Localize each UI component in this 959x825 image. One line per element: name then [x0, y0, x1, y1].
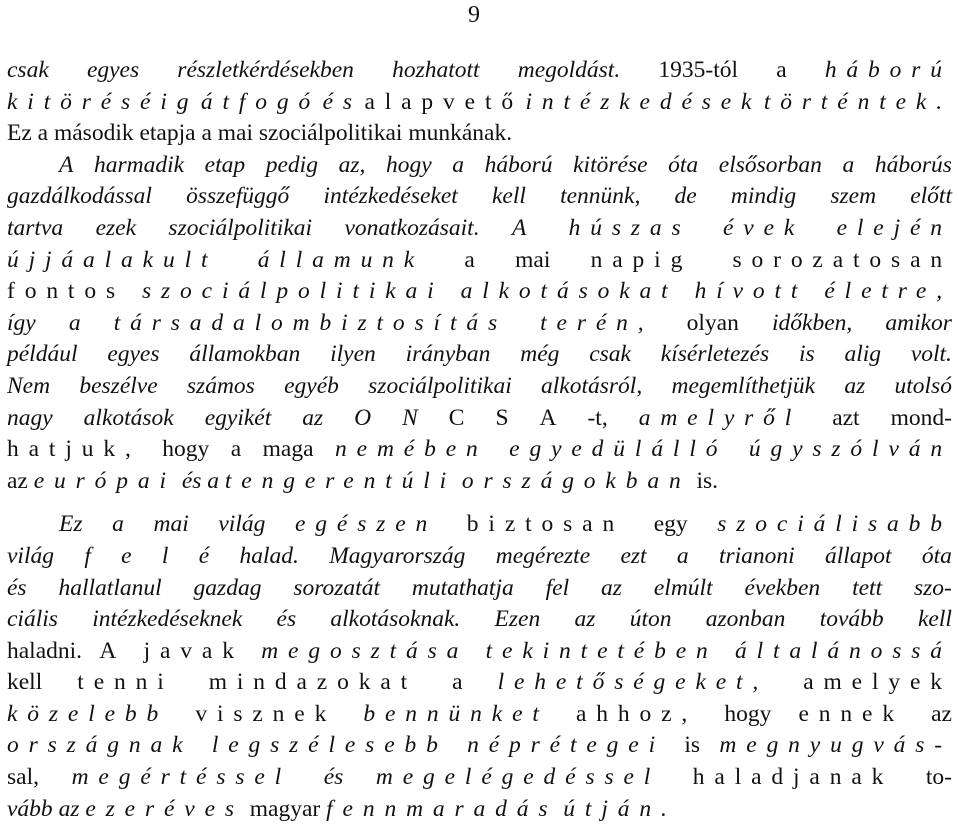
word: európai [33, 467, 176, 494]
word: mai [515, 246, 551, 273]
text-line [7, 667, 952, 699]
text-line [7, 636, 952, 668]
word: ilyen [330, 341, 376, 368]
word: 1935-tól [658, 57, 739, 83]
text-line [7, 509, 952, 541]
word: szo- [914, 574, 952, 601]
text-line [7, 541, 952, 573]
word: ezeréves [85, 795, 244, 822]
text-line [7, 730, 952, 762]
text-line [7, 118, 952, 150]
word: a [452, 669, 463, 696]
word: a [464, 246, 475, 273]
word: tenni [77, 669, 174, 696]
word: országnak [7, 732, 193, 759]
word: a [230, 436, 242, 463]
word: to- [925, 764, 952, 791]
word: kitörése [573, 151, 648, 178]
word: etap [204, 151, 246, 178]
word: az [844, 372, 866, 399]
word: a [112, 511, 124, 538]
word: kell [7, 669, 43, 696]
word: trianoni [718, 542, 795, 569]
word: tett [852, 574, 883, 601]
word: úgyszólván [748, 436, 952, 463]
word: mutathatja [411, 574, 514, 601]
page-number: 9 [468, 2, 480, 28]
word: hatjuk, [7, 436, 141, 463]
text-line [7, 339, 952, 371]
word: e [121, 542, 132, 569]
word: általánossá [734, 637, 952, 664]
body-text [7, 55, 952, 825]
word: mai [153, 511, 189, 538]
word: évek [722, 214, 805, 241]
text-line [7, 573, 952, 605]
word: szociálisabb [717, 511, 952, 538]
word: javak [143, 637, 244, 664]
word: amelyek [803, 669, 952, 696]
word: kell [917, 606, 952, 633]
word: haladni. [7, 637, 83, 664]
word: hozhatott [392, 57, 480, 83]
word: alig [844, 341, 881, 368]
word: egészen [295, 511, 438, 538]
word: azt [832, 404, 860, 431]
word: bennünket [363, 700, 549, 727]
word: és [276, 606, 297, 633]
word: csak [7, 57, 49, 83]
word: az [7, 467, 28, 494]
word: útján. [563, 795, 677, 822]
word: ahhoz, [575, 700, 698, 727]
word: megérezte [495, 542, 591, 569]
word: tekintetében [485, 637, 718, 664]
word: előtt [910, 183, 952, 210]
word: kell [492, 183, 526, 210]
word: Ez a második etapja a mai szociálpolitikai munkának. [7, 120, 513, 147]
word: az [574, 606, 596, 633]
word: A [512, 214, 537, 241]
word: államunk [257, 246, 425, 273]
word: egyedülálló [509, 436, 728, 463]
text-line [7, 403, 952, 435]
word: csak [589, 341, 631, 368]
text-line [7, 762, 952, 794]
word: az [931, 700, 952, 727]
word: és [181, 467, 202, 494]
word: intézkedéseket [323, 183, 458, 210]
word: részletkérdésekben [177, 57, 354, 83]
word: intézkedéseknek [92, 606, 243, 633]
word: a [68, 309, 81, 336]
word: alkotásokat [460, 278, 678, 305]
word: tartva [7, 214, 64, 241]
word: legszélesebb [211, 732, 448, 759]
word: és [322, 88, 362, 115]
word: alkotásoknak. [330, 606, 461, 633]
word: és [7, 574, 27, 601]
word: az [601, 574, 622, 601]
word: így [7, 309, 36, 336]
word: a [842, 151, 855, 178]
word: szociálpolitikai [168, 214, 313, 241]
word: A [99, 637, 127, 664]
word: mindig [730, 183, 797, 210]
word: néprétegei [467, 732, 665, 759]
word: hogy [385, 151, 432, 178]
word: sal, [7, 764, 39, 791]
word: de [674, 183, 697, 210]
word: kitöréséig [7, 88, 199, 115]
word: amikor [885, 309, 952, 336]
word: állapot [824, 542, 892, 569]
word: összefüggő [186, 183, 290, 210]
word: halad. [239, 542, 299, 569]
word: hallatlanul [58, 574, 162, 601]
word: is [684, 732, 701, 759]
word: is. [696, 467, 719, 494]
word: mindazokat [208, 669, 418, 696]
word: szem [830, 183, 877, 210]
word: f [84, 542, 91, 569]
word: alkotásról, [541, 372, 643, 399]
word: is [798, 341, 815, 368]
word: a [452, 151, 464, 178]
word: megoldást. [517, 57, 621, 83]
word: S [495, 404, 509, 431]
word: volt. [910, 341, 952, 368]
text-line [7, 604, 952, 636]
word: mond- [890, 404, 952, 431]
text-line [7, 466, 952, 498]
word: úton [629, 606, 672, 633]
word: irányban [405, 341, 491, 368]
word: Ez [59, 511, 83, 538]
word: a [676, 542, 689, 569]
word: gazdag [193, 574, 262, 601]
word: társadalombiztosítás [113, 309, 507, 336]
word: hogy [724, 700, 772, 727]
word: országokban [461, 467, 691, 494]
word: és [323, 764, 344, 791]
word: elsősorban [718, 151, 822, 178]
word: vább [7, 795, 53, 822]
word: háború [824, 57, 952, 83]
text-line [7, 371, 952, 403]
word: években [744, 574, 821, 601]
word: például [7, 341, 78, 368]
text-line [7, 181, 952, 213]
word: fennmaradás [326, 795, 558, 822]
text-line [7, 213, 952, 245]
word: húszas [568, 214, 691, 241]
word: Nem [7, 372, 51, 399]
word: elmúlt [653, 574, 713, 601]
word: közelebb [7, 700, 169, 727]
text-line [7, 55, 952, 87]
word: nemében [335, 436, 488, 463]
word: nagy [7, 404, 53, 431]
word: kísérletezés [660, 341, 770, 368]
word: elején [836, 214, 952, 241]
paragraph-gap [7, 497, 952, 509]
word: hívott [694, 278, 808, 305]
word: napig [590, 246, 693, 273]
word: beszélve [79, 372, 158, 399]
word: lehetőségeket, [497, 669, 769, 696]
word: megértéssel [71, 764, 292, 791]
word: N [402, 404, 418, 431]
word: megnyugvás- [719, 732, 952, 759]
word: pedig [265, 151, 318, 178]
word: maga [262, 436, 314, 463]
word: az, [338, 151, 366, 178]
text-line [7, 276, 952, 308]
word: Magyarország [329, 542, 466, 569]
word: utolsó [894, 372, 952, 399]
word: átfogó [200, 88, 321, 115]
word: óta [668, 151, 699, 178]
word: gazdálkodással [7, 183, 152, 210]
word: ezek [95, 214, 136, 241]
word: számos [186, 372, 255, 399]
word: a [207, 467, 220, 494]
word: biztosan [466, 511, 625, 538]
word: sorozatosan [732, 246, 952, 273]
word: egyéb [284, 372, 339, 399]
word: megelégedéssel [375, 764, 661, 791]
text-line [7, 150, 952, 182]
text-line [7, 699, 952, 731]
word: ennek [798, 700, 904, 727]
word: életre, [824, 278, 952, 305]
text-line [7, 794, 952, 825]
text-line [7, 434, 952, 466]
word: szociálpolitikai [142, 278, 444, 305]
word: az [58, 795, 80, 822]
word: fontos [7, 278, 125, 305]
word: egy [653, 511, 688, 538]
word: sorozatát [293, 574, 380, 601]
word: még [520, 341, 560, 368]
word: azonban [705, 606, 786, 633]
word: magyar [249, 795, 321, 822]
word: O [354, 404, 372, 431]
word: megemlíthetjük [671, 372, 816, 399]
word: államokban [189, 341, 301, 368]
word: intézkedések [525, 88, 762, 115]
word: egyes [107, 341, 160, 368]
word: történtek. [763, 88, 952, 115]
word: ciális [7, 606, 58, 633]
word: tovább [819, 606, 884, 633]
word: -t, [587, 404, 608, 431]
word: A [59, 151, 74, 178]
word: újjáalakult [7, 246, 218, 273]
word: tennünk, [560, 183, 641, 210]
word: egyes [86, 57, 140, 83]
word: háború [484, 151, 553, 178]
word: visznek [195, 700, 337, 727]
text-line [7, 245, 952, 277]
word: az [302, 404, 324, 431]
word: időkben, [771, 309, 853, 336]
word: szociálpolitikai [368, 372, 512, 399]
text-line [7, 308, 952, 340]
word: ezt [620, 542, 647, 569]
text-line [7, 87, 952, 119]
word: fel [545, 574, 570, 601]
word: a [776, 57, 787, 83]
word: háborús [874, 151, 952, 178]
word: egyikét [204, 404, 272, 431]
word: vonatkozásait. [344, 214, 480, 241]
word: világ [7, 542, 54, 569]
word: haladjanak [692, 764, 894, 791]
word: Ezen [494, 606, 541, 633]
word: óta [921, 542, 952, 569]
word: l [161, 542, 169, 569]
word: alkotások [83, 404, 174, 431]
word: tengerentúli [224, 467, 457, 494]
word: terén, [540, 309, 654, 336]
word: A [539, 404, 557, 431]
word: amelyről [638, 404, 802, 431]
word: harmadik [93, 151, 185, 178]
word: megosztása [261, 637, 469, 664]
word: világ [218, 511, 266, 538]
word: é [198, 542, 210, 569]
word: olyan [686, 309, 739, 336]
word: C [448, 404, 465, 431]
word: alapvető [364, 88, 523, 115]
word: hogy [162, 436, 210, 463]
